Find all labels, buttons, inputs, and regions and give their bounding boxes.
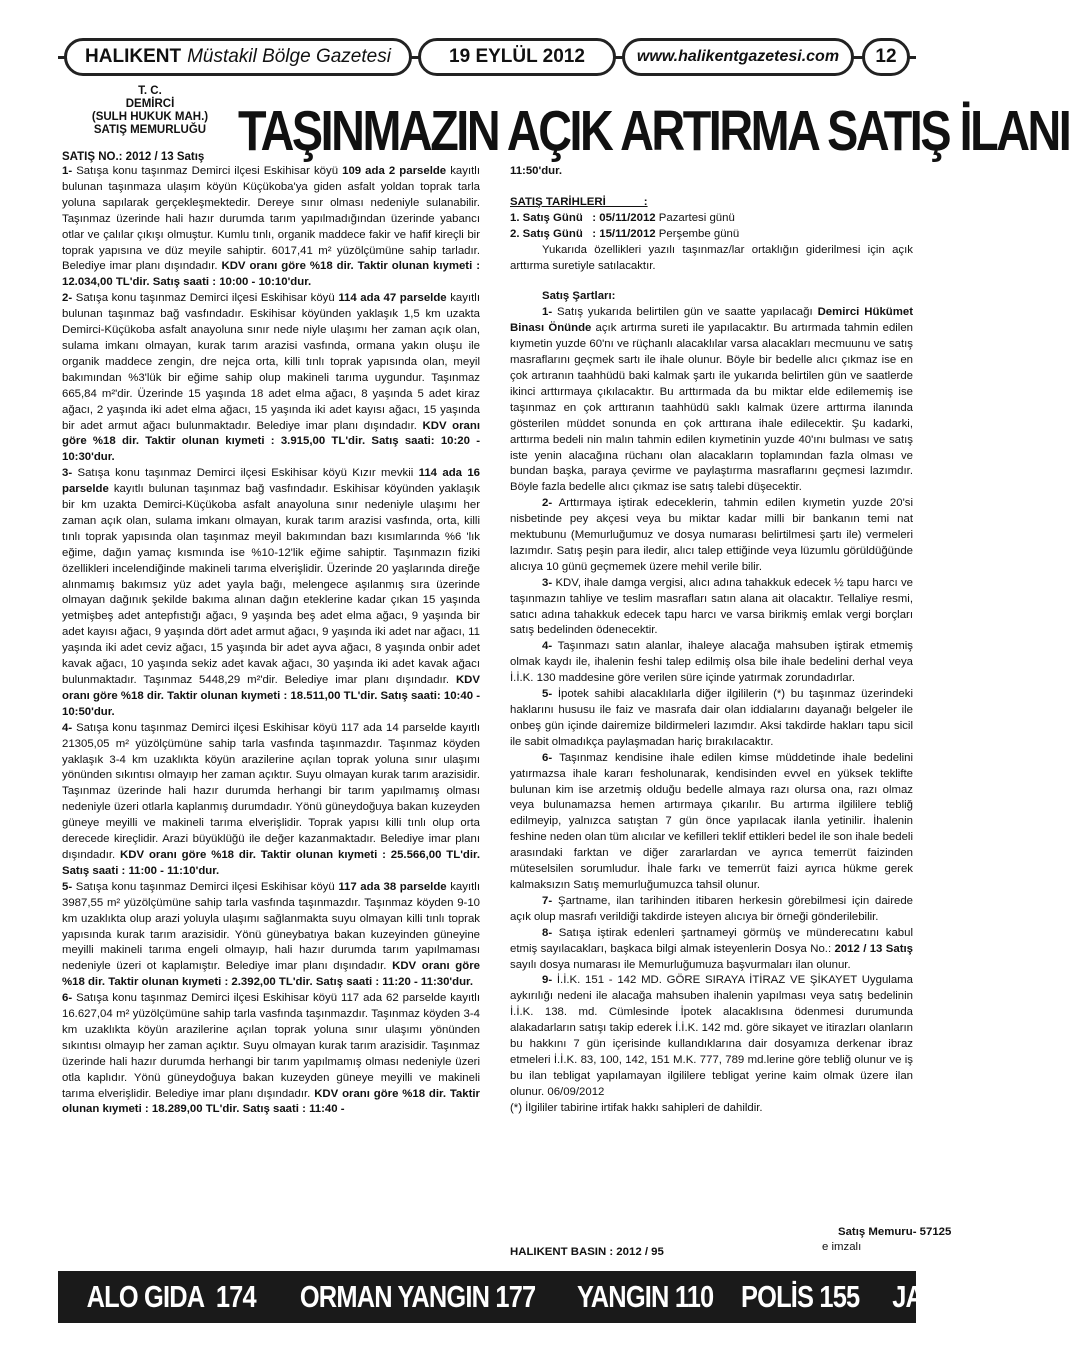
item-3: [62, 466, 480, 721]
item-text: Satışa konu taşınmaz Demirci ilçesi Eskihisar köyü Kızır mevkii: [72, 467, 419, 480]
sale-day-1: [510, 211, 913, 227]
item-5: [62, 880, 480, 991]
page-title: TAŞINMAZIN AÇIK ARTIRMA SATIŞ İLANI: [238, 99, 1070, 163]
right-column: [510, 164, 913, 1117]
item-number: 5-: [62, 880, 73, 893]
item-text: Satışa konu taşınmaz Demirci ilçesi Eskihisar köyü 117 ada 14 parselde kayıtlı 21305,05 m² yüzölçümüne sahip tarla vasfında taşınmazdır. Taşınmaz köyden yaklaşık 3-4 km uzaklıkta köyün arazilerine açılan toprak yoluna sınır ulaşımı yönünden sıkıntısı olmayıp her zaman açıktır. Suyu olmayan kurak tarım arazisidir. Taşınmaz üzerinde hali hazır durumda herhangi bir tarım yapılmamış olması nedeniyle üzeri otlarla kaplanmış durumdadır. Yönü güneydoğuya bakan kuzeyden güneye meyilli ve makineli tarıma elverişlidir. Toprak yapısı killi tınlı olup orta derecede kireçlidir. Arazi büyüklüğü ile değer kazanmaktadır. Belediye imar planı dışındadır.: [62, 721, 480, 861]
authority-line: DEMİRCİ: [125, 98, 175, 110]
signature-title: Satış Memuru- 57125: [838, 1226, 952, 1238]
parcel-ref: 117 ada 38 parselde: [338, 880, 447, 893]
website-link[interactable]: www.halikentgazetesi.com: [622, 38, 854, 76]
term-text: açık artırma sureti ile yapılacaktır. Bu artırmada tahmin edilen kıymetin yuzde 60'nı ve rüçhanlı alacaklılar varsa alacakları mecmuunu ve satış masraflarını geçmek sartı ile ihale olunur. Böyle bir bedelle alıcı çıkmaz ise en çok artıranın taahhüdü baki kalmak şartı ile yukarıda belirtilen gün ve saatlerde ikinci arttırmaya çıkılacaktır. Bu arttırmada da bu miktar elde edilememiş ise taşınmaz en çok arttıranın taahhüdü saklı kalmak üzere arttırma ilanında gösterilen müddet sonunda en çok arttırana ihale edilecektir. Şu kadarki, arttırma bedeli nin malın tahmin edilen kıymetinin yuzde 40'ını bulması ve satış iste yenin alacağına rüchanı olan alacakların toplamından fazla olması ve bundan başka, paraya çevirme ve paylaştırma masraflarını geçmesi lazımdır. Böyle fazla bedelle alıcı çıkmaz ise satış talebi düşecektir.: [510, 322, 914, 494]
term-text: Arttırmaya iştirak edeceklerin, tahmin edilen kıymetin yuzde 20'si nisbetinde pey akçesi veya bu miktar kadar milli bir bankanın temi nat mektubunu (Memurluğumuz ve dosya numarası belirtilmesi şartı ile) vermeleri lazımdır. Satış peşin para iledir, alıcı talep ettiğinde veya lüzumlu görüldüğünde alıcıya 10 günü geçmemek üzere mehil verile bilir.: [510, 497, 913, 573]
authority-line: (SULH HUKUK MAH.): [91, 111, 209, 123]
item-4: [62, 721, 480, 880]
term-2: [510, 496, 913, 576]
emergency-number: ALO GIDA 174: [86, 1279, 256, 1314]
sale-day-2: [510, 227, 913, 243]
authority-line: T. C.: [138, 85, 162, 97]
left-column: [62, 164, 480, 1118]
term-6: [510, 751, 913, 894]
term-text: Taşınmaz kendisine ihale edilen kimse müddetinde ihale bedelini yatırmazsa ihale kararı fesholunarak, kendisinden evvel en yüksek teklifte bulunan kim ise arzetmiş olduğu bedelle almaya razı olursa ona, razı olmaz veya bulunamazsa hemen artırmaya çıkarılır. Bu artırma ilgililere tebliğ edilmeyip, yalnızca satıştan 7 gün önce yapılacak ilanla yetinilir. İhalenin feshine neden olan tüm alıcılar ve kefilleri teklif ettikleri bedel ile son ihale bedeli arasındaki farktan ve diğer zararlardan ve ayrıca temerrüt faizinden müteselsilen sorumludur. İhale farkı ve temerrüt faizi ayrıca hükme gerek kalmaksızın Satış memurluğumuzca tahsil olunur.: [510, 751, 913, 891]
press-reference: HALIKENT BASIN : 2012 / 95: [510, 1246, 664, 1258]
emergency-numbers-bar: [58, 1271, 1077, 1323]
item-number: 4-: [62, 721, 73, 734]
item-text: kayıtlı bulunan taşınmaz bağ vasfındadır. Eskihisar köyünden yaklaşık 1,5 km uzakta Demirci-Küçükoba asfalt anayoluna sınır nede niyle ulaşımı her zaman açık olan, sulama imkanı olmayan, kurak tarım arazisi vasfında, ormana yakın oluşu ile organik maddece zengin, dre nejca orta, killi tınlı toprak yapısında olan, meyil bakımından %3'lük bir eğime sahip olup makineli tarıma uygundur. Taşınmaz 665,84 m²'dir. Üzerinde 15 yaşında 18 adet elma ağacı, 8 yaşında 5 adet kiraz ağacı, 2 yaşında iki adet elma ağacı, 15 yaşında iki adet kayısı ağacı, 15 yaşında bir adet armut ağacı bulunmaktadır. Belediye imar planı dışındadır.: [62, 292, 480, 432]
term-number: 2-: [542, 497, 553, 510]
item-price: KDV oranı göre %18 dir. Taktir olunan kıymeti : 18.289,00 TL'dir. Satış saati : 11:40 -: [62, 1087, 480, 1116]
item-price: KDV oranı göre %18 dir. Taktir olunan kıymeti : 2.392,00 TL'dir. Satış saati : 11:20 - 11:30'dur.: [62, 960, 480, 989]
term-text: sayılı dosya numarası ile Memurluğumuza başvurmaları ilan olunur.: [510, 958, 851, 971]
term-text: Taşınmazı satın alanlar, ihaleye alacağa mahsuben iştirak etmemiş olmak kaydı ile, ihalenin feshi talep edilmiş olsa bile ihale bedelini derhal veya İ.İ.K. 130 maddesine göre verilen süre içinde yatırmak zorundadırlar.: [510, 640, 913, 685]
term-5: [510, 687, 913, 751]
item-price: KDV oranı göre %18 dir. Taktir olunan kıymeti : 3.915,00 TL'dir. Satış saati: 10:20 - 10:30'dur.: [62, 419, 480, 464]
term-number: 5-: [542, 688, 553, 701]
item-price: KDV oranı göre %18 dir. Taktir olunan kıymeti : 18.511,00 TL'dir. Satış saati: 10:40 - 10:50'dur.: [62, 674, 480, 718]
signature-note: e imzalı: [822, 1241, 862, 1253]
paper-name-pill: [64, 38, 412, 76]
issuing-authority: [70, 85, 230, 137]
file-number: SATIŞ NO.: 2012 / 13 Satış: [62, 151, 205, 163]
item-number: 2-: [62, 292, 73, 305]
item-6-continued: 11:50'dur.: [510, 165, 563, 177]
paper-name: HALIKENT: [85, 46, 182, 67]
sale-day-date: 15/11/2012: [599, 227, 656, 240]
item-number: 3-: [62, 467, 73, 480]
sale-day-date: 05/11/2012: [599, 211, 656, 224]
footnote: (*) İlgililer tabirine irtifak hakkı sahipleri de dahildir.: [510, 1101, 763, 1114]
sale-day-weekday: Perşembe günü: [655, 227, 740, 240]
term-1: [510, 305, 913, 496]
emergency-number: YANGIN 110: [576, 1279, 713, 1314]
term-text: KDV, ihale damga vergisi, alıcı adına tahakkuk edecek ½ tapu harcı ve taşınmazın tahliye ve teslim masrafları satın alana ait olacaktır. Tellaliye resmi, satıcı adına tahakkuk edecek tapu harcı ve varsa birikmiş emlak vergi borçları satış bedelinden ödenecektir.: [510, 576, 913, 637]
emergency-number: POLİS 155: [740, 1279, 860, 1314]
paper-subtitle: Müstakil Bölge Gazetesi: [187, 46, 391, 67]
term-number: 8-: [542, 926, 553, 939]
term-text: Satışa iştirak edenleri şartnameyi görmüş ve münderecatını kabul etmiş sayılacakları, başkaca bilgi almak isteyenlerin Dosya No.:: [510, 926, 913, 955]
item-text: Satışa konu taşınmaz Demirci ilçesi Eskihisar köyü: [72, 165, 343, 177]
term-8: [510, 926, 913, 974]
term-text: Şartname, ilan tarihinden itibaren herkesin görebilmesi için dairede açık olup masrafı verildiği takdirde isteyen alıcıya bir örneği gönderilebilir.: [510, 894, 913, 923]
term-number: 6-: [542, 751, 553, 764]
emergency-number: ORMAN YANGIN 177: [300, 1279, 536, 1314]
dates-heading: SATIŞ TARİHLERİ :: [510, 195, 648, 208]
emergency-number: JANDARMA 156: [892, 1279, 1077, 1314]
term-number: 3-: [542, 576, 553, 589]
term-4: [510, 639, 913, 687]
item-6: [62, 991, 480, 1118]
file-reference: 2012 / 13 Satış: [834, 942, 913, 955]
sale-day-label: 1. Satış Günü :: [510, 211, 600, 224]
term-number: 9-: [542, 974, 553, 987]
term-text: İpotek sahibi alacaklılarla diğer ilgililerin (*) bu taşınmaz üzerindeki haklarını hususu ile faiz ve masrafa dair olan iddialarını dayanağı belgeler ile onbeş gün içinde dairemize bildirmeleri lazımdır. Aksi takdirde hakları tapu sicil ile sabit olmadıkça paylaşmadan hariç bırakılacaktır.: [510, 688, 913, 748]
sale-location: Demirci Hükümet Binası Önünde: [510, 306, 914, 335]
item-text: Satışa konu taşınmaz Demirci ilçesi Eskihisar köyü 117 ada 62 parselde kayıtlı 16.627,04 m² yüzölçümüne sahip tarla vasfında taşınmazdır. Taşınmaz köyden 3-4 km uzaklıkta köyün arazilerine açılan toprak yoluna sınır ulaşımı yönünden sıkıntısı olmayıp her zaman açıktır. Suyu olmayan kurak tarım arazisidir. Taşınmaz üzerinde hali hazır durumda herhangi bir tarım yapılmamış olması nedeniyle üzeri otla kaplıdır. Yönü güneydoğuya bakan kuzeyden güneye meyilli ve makineli tarıma elverişlidir. Belediye imar planı dışındadır.: [62, 992, 480, 1100]
item-2: [62, 291, 480, 466]
term-text: Satış yukarıda belirtilen gün ve saatte yapılacağı: [552, 306, 818, 319]
item-price: KDV oranı göre %18 dir. Taktir olunan kıymeti : 12.034,00 TL'dir. Satış saati : 10:00 - 10:10'dur.: [62, 260, 480, 289]
item-text: kayıtlı bulunan taşınmaz bağ vasfındadır. Eskihisar köyünden yaklaşık bir km uzakta Demirci-Küçükoba asfalt anayoluna sınır nedeniyle ulaşımı her zaman açık olan, sulama imkanı olmayan, kurak tarım arazisi vasfında, orta, killi tınlı toprak yapısında olan taşınmaz meyil bakımından bazı kısımlarında %6 'lık eğime, dağın yamaç kısmında ise %10-12'lik eğime sahiptir. Taşınmazın fiziki özellikleri incelendiğinde makineli tarıma elverişlidir. Üzerinde 20 yaşlarında direğe alınmamış bakımsız yüz adet yayla bağı, melengece aşılanmış sıra üzerinde olmayan dağınık şekilde bakıma alınan dağın eteklerine kadar çıkan 15 yaşında yetmişbeş adet antepfıstığı ağacı, 9 yaşında beş adet elma ağacı, 9 yaşında bir adet kayısı ağacı, 9 yaşında dört adet armut ağacı, 9 yaşında iki adet nar ağacı, 11 yaşında iki adet ceviz ağacı, 15 yaşında bir adet ayva ağacı, 8 yaşında onbir adet kavak ağacı, 10 yaşında sekiz adet kavak ağacı, 30 yaşında iki adet kavak ağacı bulunmaktadır. Taşınmaz 5448,29 m²'dir. Belediye imar planı dışındadır.: [62, 483, 480, 686]
item-text: kayıtlı bulunan taşınmaza ulaşım köyün Küçükoba'ya giden asfalt yoldan toprak tarla yoluna sapılarak gerçekleşmektedir. Dereye sınır olması nedeniyle sulanabilir. Taşınmaz üzerinde hali hazır durumda tarım yapılmadığından üzerinde yabancı otlar ve çalılar çıkışı olmuştur. Kumlu tınlı, organik maddece fakir ve hafif kireçli bir toprak yapısına ve düz meyile sahiptir. 6017,41 m² yüzölçümüne sahip tarladır. Belediye imar planı dışındadır.: [62, 165, 480, 273]
item-text: Satışa konu taşınmaz Demirci ilçesi Eskihisar köyü: [72, 292, 339, 305]
item-number: 1-: [62, 165, 73, 177]
authority-line: SATIŞ MEMURLUĞU: [93, 124, 207, 136]
sale-day-weekday: Pazartesi günü: [655, 211, 735, 224]
sale-day-label: 2. Satış Günü :: [510, 227, 600, 240]
dates-note: Yukarıda özellikleri yazılı taşınmaz/lar ortaklığın giderilmesi için açık arttırma suretiyle satılacaktır.: [510, 243, 913, 272]
term-9: [510, 973, 913, 1100]
term-number: 4-: [542, 640, 553, 653]
item-1: [62, 164, 480, 291]
parcel-ref: 114 ada 47 parselde: [338, 292, 447, 305]
parcel-ref: 114 ada 16 parselde: [62, 467, 480, 496]
term-number: 1-: [542, 306, 553, 319]
masthead: [0, 0, 975, 80]
term-3: [510, 576, 913, 640]
item-price: KDV oranı göre %18 dir. Taktir olunan kıymeti : 25.566,00 TL'dir. Satış saati : 11:00 - 11:10'dur.: [62, 848, 480, 877]
item-text: kayıtlı 3987,55 m² yüzölçümüne sahip tarla vasfında taşınmazdır. Taşınmaz köyden 9-10 km uzaklıkta olup arazi yoluyla ulaşımı sağlanmakta suyu olmayan killi tınlı toprak yapısında kurak tarım arazisidir. Yönü güneybatıya bakan kuzeyinden güneyine meyilli makineli tarıma engeli olmayıp, hali hazır durumda tarım yapılmaması nedeniyle üzeri ot kaplamıştır. Belediye imar planı dışındadır.: [62, 880, 480, 973]
item-number: 6-: [62, 992, 73, 1005]
term-7: [510, 894, 913, 926]
parcel-ref: 109 ada 2 parselde: [342, 165, 447, 177]
page-number: 12: [862, 38, 910, 76]
term-text: İ.İ.K. 151 - 142 MD. GÖRE SIRAYA İTİRAZ VE ŞİKAYET Uygulama aykırılığı nedeni ile alacağa mahsuben ihalenin yapılması veya satış bedelinin İ.İ.K. 138. md. Cümlesinde İpotek alacaklısına ödenmesi durumunda alakadarların satışı takip ederek İ.İ.K. 142 md. göre sikayet ve itirazları olanların bu hakkını 7 gün içerisinde kullandıklarına dair dosyamıza derkenar ibraz etmeleri İ.İ.K. 83, 100, 142, 151 M.K. 777, 789 md.lerine göre tebliğ olunur ve iş bu ilan tebligat yapılamayan ilgililere tebligat yerine kaim olmak üzere ilan olunur. 06/09/2012: [510, 974, 913, 1098]
terms-heading: Satış Şartları:: [542, 290, 616, 303]
issue-date: 19 EYLÜL 2012: [418, 38, 616, 76]
item-text: Satışa konu taşınmaz Demirci ilçesi Eskihisar köyü: [72, 880, 339, 893]
term-number: 7-: [542, 894, 553, 907]
